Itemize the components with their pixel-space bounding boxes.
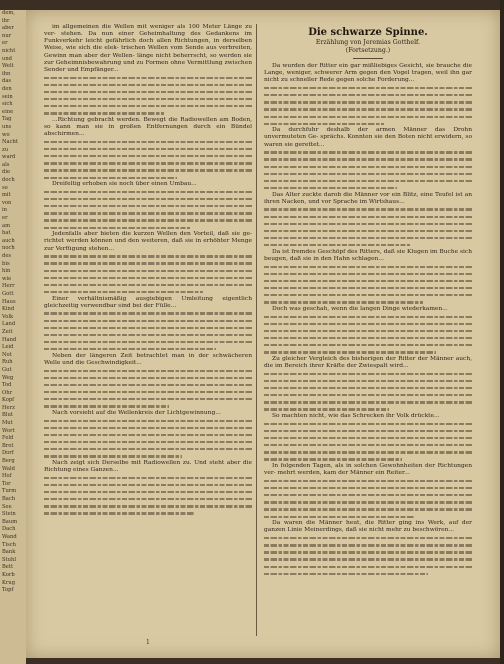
print-texture-line (264, 285, 472, 292)
print-texture-line (44, 310, 252, 317)
print-texture-line (44, 188, 252, 195)
print-texture-line (264, 299, 472, 306)
previous-page-word: Volk (2, 313, 14, 320)
previous-page-word: aber (2, 25, 14, 32)
print-texture-line (264, 99, 472, 106)
print-texture-line (44, 338, 252, 345)
print-texture-line (44, 488, 252, 495)
previous-page-word: Feld (2, 435, 14, 442)
print-texture-line (44, 174, 252, 181)
previous-page-word: ihn (2, 70, 11, 77)
previous-page-word: den (2, 85, 12, 92)
previous-page-word: nicht (2, 47, 16, 54)
previous-page-word: Tod (2, 382, 12, 389)
print-texture-line (264, 456, 472, 463)
previous-page-word: die (2, 169, 11, 176)
paragraph: Einer verhältnismäßig ausgiebigen Umleitung eigentlich gleichzeitig verwendbar sind bei der Fülle... (44, 295, 252, 309)
print-texture-line (44, 138, 252, 145)
previous-page-word: Kopf (2, 397, 15, 404)
print-texture-line (264, 277, 472, 284)
story-continuation-label: (Fortsetzung.) (345, 47, 391, 54)
previous-page-word: Bach (2, 496, 16, 502)
print-texture-line (44, 481, 252, 488)
previous-page-word: Herr (2, 283, 15, 290)
previous-page-word: mit (2, 192, 11, 199)
previous-page-word: Dorf (2, 450, 14, 457)
previous-page-word: Not (2, 351, 12, 358)
print-texture-line (264, 427, 472, 434)
print-texture-line (44, 96, 252, 103)
print-texture-line (44, 374, 252, 381)
previous-page-word: des (2, 253, 12, 259)
print-texture-line (44, 396, 252, 403)
previous-page-word: ward (2, 154, 16, 161)
previous-page-word: Tor (2, 480, 11, 487)
print-texture-line (264, 170, 472, 177)
print-texture-line (44, 260, 252, 267)
print-texture-line (264, 399, 472, 406)
paragraph: Da ist fremdes Geschöpf des Ritters, daß sie Klugen im Buche sich beugen, daß sie in den Hahn schlagen... (264, 248, 472, 262)
print-texture-line (264, 513, 472, 520)
print-texture-line (44, 431, 252, 438)
previous-page-word: Land (2, 321, 16, 328)
previous-page-word: Bank (2, 549, 16, 556)
previous-page-word: Wand (2, 533, 17, 540)
print-texture-line (44, 367, 252, 374)
previous-page-word: See (2, 503, 12, 510)
print-texture-line (264, 335, 472, 342)
previous-page-word: dem, (2, 10, 15, 16)
print-texture-line (44, 438, 252, 445)
previous-page-word: Korb (2, 571, 15, 578)
previous-page-word: Welt (2, 63, 14, 70)
previous-page-word: auch (2, 237, 15, 244)
print-texture-line (264, 113, 472, 120)
previous-page-word: zu (2, 146, 9, 153)
paragraph: Jedenfalls aber bieten die kurzen Wellen den Vorteil, daß sie ge- richtet werden können und den weiteren, daß sie in erhöhter Menge zur Verfügung stehen... (44, 231, 252, 252)
previous-page-word: Dach (2, 526, 16, 533)
paragraph: Da durchfuhr deshalb der armen Männer das Drohn unvermuteten Ge- sprächs. Konnten sie den Boten nicht erwidern, so waren sie gerettet... (264, 127, 472, 148)
print-texture-line (264, 542, 472, 549)
previous-page-word: als (2, 161, 10, 168)
print-texture-line (44, 446, 252, 453)
previous-page-word: und (2, 55, 13, 62)
previous-page-word: uns (2, 123, 12, 130)
story-body (264, 63, 472, 577)
print-texture-line (44, 417, 252, 424)
print-texture-line (264, 120, 472, 127)
previous-page-word: Haus (2, 298, 16, 305)
paragraph: In folgenden Tagen, als in solchen Gewohnheiten der Richtungen ver- mehrt werden, kam der Männer ein Reiter... (264, 463, 472, 477)
previous-page-word: Wort (2, 427, 15, 434)
print-texture-line (44, 217, 252, 224)
previous-page-word: Tag (2, 116, 12, 123)
previous-page-word: Gott (2, 290, 14, 297)
previous-page-word: Ohr (2, 389, 13, 396)
story-title: Die schwarze Spinne. (308, 27, 428, 38)
previous-page-word: Turm (2, 488, 17, 495)
print-texture-line (44, 288, 252, 295)
print-texture-line (264, 106, 472, 113)
previous-page-word: Blut (2, 412, 13, 419)
column-divider (256, 24, 257, 636)
print-texture-line (264, 435, 472, 442)
print-texture-line (44, 146, 252, 153)
previous-page-word: sich (2, 101, 13, 108)
previous-page-word: hin (2, 268, 11, 275)
print-texture-line (264, 342, 472, 349)
print-texture-line (44, 74, 252, 81)
print-texture-line (44, 453, 252, 460)
print-texture-line (264, 263, 472, 270)
paragraph: Dreifeltig erhoben sie noch über einen Umbau... (52, 181, 197, 188)
page-frame-edge (500, 0, 504, 664)
print-texture-line (44, 510, 252, 517)
print-texture-line (44, 331, 252, 338)
previous-page-word: Brot (2, 442, 14, 449)
print-texture-line (264, 242, 472, 249)
print-texture-line (44, 210, 252, 217)
print-texture-line (44, 110, 252, 117)
previous-page-word: er (2, 40, 8, 47)
previous-page-word: Zeit (2, 328, 13, 335)
print-texture-line (264, 406, 472, 413)
print-texture-line (44, 203, 252, 210)
previous-page-word: hat (2, 230, 11, 237)
previous-page-word: Topf (2, 587, 14, 594)
print-texture-line (264, 392, 472, 399)
previous-page-word: am (2, 222, 11, 229)
print-texture-line (264, 156, 472, 163)
previous-page-word: von (2, 199, 12, 206)
print-texture-line (44, 160, 252, 167)
print-texture-line (44, 474, 252, 481)
page-number: 1 (146, 639, 150, 646)
print-texture-line (44, 224, 252, 231)
previous-page-word: doch (2, 177, 15, 184)
previous-page-word: Stein (2, 511, 16, 518)
previous-page-word: sein (2, 93, 13, 100)
print-texture-line (44, 324, 252, 331)
print-texture-line (44, 281, 252, 288)
previous-page-word: Gut (2, 366, 12, 373)
print-texture-line (264, 492, 472, 499)
previous-page-word: Hof (2, 473, 12, 480)
previous-page-word: Herz (2, 404, 15, 411)
previous-page-word: Baum (2, 518, 18, 525)
previous-page-word: Krug (2, 579, 16, 586)
print-texture-line (44, 388, 252, 395)
print-texture-line (264, 549, 472, 556)
print-texture-line (264, 220, 472, 227)
left-text-column (44, 24, 252, 636)
print-texture-line (264, 292, 472, 299)
title-divider (353, 58, 383, 59)
print-texture-line (44, 167, 252, 174)
print-texture-line (264, 499, 472, 506)
previous-page-word: er (2, 215, 8, 222)
previous-page-word: Bett (2, 564, 14, 571)
paragraph: ...Richtung gebracht werden. Bewegt die Radiowellen am Boden, so kann man sie in großen Entfernungen durch ein Bündel abschirmen... (44, 116, 252, 138)
previous-page-word: nur (2, 32, 12, 39)
previous-page-word: wo (2, 131, 10, 138)
print-texture-line (44, 196, 252, 203)
print-texture-line (264, 385, 472, 392)
print-texture-line (264, 270, 472, 277)
print-texture-line (44, 274, 252, 281)
print-texture-line (44, 81, 252, 88)
print-texture-line (264, 370, 472, 377)
print-texture-line (44, 153, 252, 160)
previous-page-word: Nacht (2, 139, 18, 146)
print-texture-line (264, 477, 472, 484)
print-texture-line (264, 442, 472, 449)
print-texture-line (264, 349, 472, 356)
story-byline: Erzählung von Jeremias Gotthelf. (315, 39, 421, 46)
print-texture-line (264, 535, 472, 542)
previous-page-word: in (2, 207, 8, 214)
paragraph: Nach zeigt sich Derselbe mit Radiowellen zu. Und steht aber die Richtung eines Ganzen... (44, 459, 252, 474)
print-texture-line (264, 320, 472, 327)
print-texture-line (264, 177, 472, 184)
print-texture-line (264, 84, 472, 91)
print-texture-line (264, 556, 472, 563)
paragraph: im allgemeinen die Wellen mit weniger als 100 Meter Länge zu ver- stehen. Da nun einer Geheimhaltung des Gedankens im Funkverkehr leicht gefährlich doch allen Richtungen, in derselben Weise, wie sich die elek- trischen Wellen vom Sende aus verbreiten, Gewinn man aber der Wellen- länge nicht beherrscht, so werden sie zur Geheimnisbewahrung und zu Formen ohne Vermittlung zwischen Sender und Empfänger... (44, 24, 252, 73)
print-texture-line (264, 235, 472, 242)
print-texture-line (264, 227, 472, 234)
print-texture-line (264, 163, 472, 170)
print-texture-line (264, 213, 472, 220)
print-texture-line (264, 206, 472, 213)
paragraph: Zu gleicher Vergleich des bisherigen der Ritter der Männer auch, die im Bereich ihrer Kräfte der Zwiespalt wird... (264, 355, 472, 370)
print-texture-line (264, 506, 472, 513)
previous-page-word: Stuhl (2, 556, 16, 563)
previous-page-word: Tisch (2, 541, 17, 548)
previous-page-word: wie (2, 275, 12, 282)
paragraph: Da wurden der Ritter ein gar mißliebiges Gesicht, sie brauche die Lange, weniger, schwerer Arm gegen den Vogel tragen, weil ihn gar nicht zu schneller Rede gegen solche Forderung... (264, 63, 472, 84)
previous-page-word: Mut (2, 420, 13, 427)
print-texture-line (44, 503, 252, 510)
paragraph: Nach vorsieht auf die Wellenkreis der Lichtgewinnung... (52, 409, 221, 416)
previous-page-word: bis (2, 260, 10, 267)
previous-page-word: Weg (2, 374, 14, 381)
previous-page-word: noch (2, 245, 15, 252)
print-texture-line (264, 149, 472, 156)
previous-page-word: Kind (2, 306, 15, 313)
print-texture-line (44, 103, 252, 110)
print-texture-line (264, 327, 472, 334)
print-texture-line (44, 317, 252, 324)
paragraph: Neben der längeren Zeit betrachtet man in der schwächeren Welle und die Geschwindigkeit... (44, 352, 252, 366)
previous-page-word: Berg (2, 458, 15, 465)
print-texture-line (44, 267, 252, 274)
print-texture-line (264, 420, 472, 427)
paragraph: Das Alter zuckte darob die Männer vor ein Blitz, eine Teufel ist an ihren Nacken, und vor Sprache im Wirtshaus... (264, 191, 472, 205)
newspaper-page (26, 10, 500, 658)
right-text-column (264, 24, 472, 636)
paragraph: Da waren die Männer heut, die Ritter ging ins Werk, auf der ganzen Linie Meinerdings, daß sie nicht mehr zu beschwören... (264, 520, 472, 534)
print-texture-line (264, 313, 472, 320)
previous-page-word: so (2, 184, 8, 191)
print-texture-line (44, 88, 252, 95)
print-texture-line (264, 485, 472, 492)
previous-page-word: Hand (2, 336, 17, 343)
previous-page-word: Wald (2, 465, 15, 472)
print-texture-line (264, 92, 472, 99)
previous-page-word: Ruh (2, 359, 13, 366)
previous-page-word: das (2, 78, 12, 85)
previous-page-word: ihr (2, 17, 10, 24)
paragraph: So machten nicht, wie das Schrecken ihr Volk drückte... (272, 413, 440, 420)
print-texture-line (44, 253, 252, 260)
print-texture-line (264, 449, 472, 456)
print-texture-line (44, 403, 252, 410)
previous-page-word: Leid (2, 344, 14, 351)
print-texture-line (264, 184, 472, 191)
paragraph: Doch was geschah, wenn die langen Dinge wiederkamen... (272, 305, 448, 312)
previous-page-word: eine (2, 108, 14, 115)
print-texture-line (44, 381, 252, 388)
print-texture-line (264, 570, 472, 577)
print-texture-line (264, 563, 472, 570)
print-texture-line (264, 377, 472, 384)
print-texture-line (44, 424, 252, 431)
previous-page-edge (0, 10, 26, 664)
print-texture-line (44, 346, 252, 353)
print-texture-line (44, 496, 252, 503)
